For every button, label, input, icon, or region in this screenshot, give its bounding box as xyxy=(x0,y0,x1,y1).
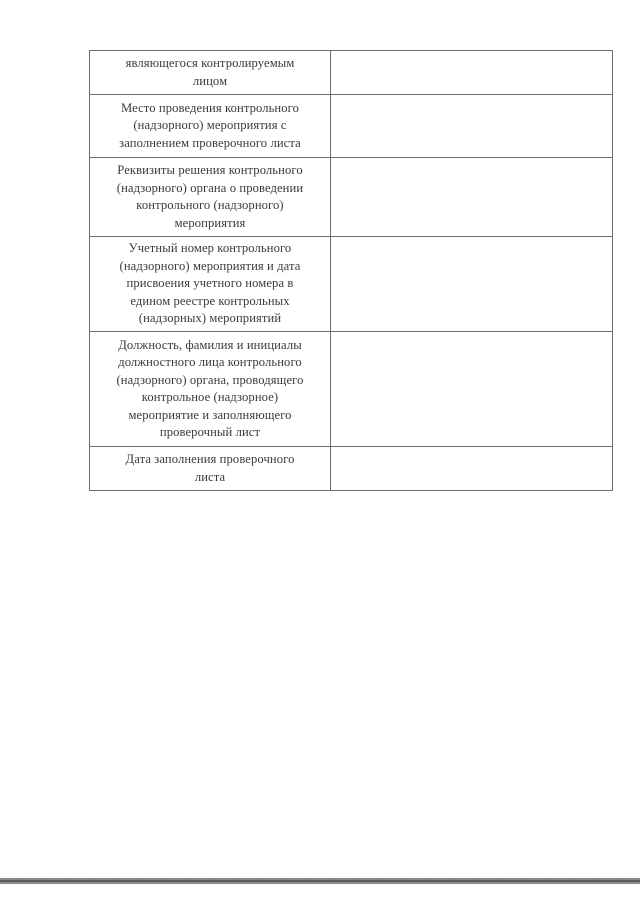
row-value-decision-details[interactable] xyxy=(331,158,613,237)
label-line: Должность, фамилия и инициалы xyxy=(118,337,302,352)
row-label-registry-number xyxy=(90,237,331,332)
label-line: листа xyxy=(194,469,226,484)
label-line: Учетный номер контрольного xyxy=(128,241,292,256)
label-line: должностного лица контрольного xyxy=(118,355,302,369)
label-line: (надзорного) мероприятия с xyxy=(133,118,287,133)
table-row xyxy=(90,51,613,95)
label-line: (надзорных) мероприятий xyxy=(138,311,282,326)
table-row xyxy=(90,237,613,332)
label-line: являющегося контролируемым xyxy=(125,56,295,70)
table-row xyxy=(90,447,613,491)
table-row xyxy=(90,158,613,237)
label-line: Место проведения контрольного xyxy=(120,100,300,115)
row-value-inspection-place[interactable] xyxy=(331,95,613,158)
page-bottom-edge xyxy=(0,878,640,884)
label-line: проверочный лист xyxy=(159,425,261,439)
label-line: присвоения учетного номера в xyxy=(126,276,294,291)
row-label-controlled-person xyxy=(90,51,331,95)
label-line: (надзорного) органа о проведении xyxy=(116,180,304,195)
row-value-controlled-person[interactable] xyxy=(331,51,613,95)
row-value-fill-date[interactable] xyxy=(331,447,613,491)
inspection-form-table xyxy=(89,50,613,491)
row-label-inspection-place xyxy=(90,95,331,158)
label-line: (надзорного) органа, проводящего xyxy=(116,372,304,387)
label-line: Реквизиты решения контрольного xyxy=(117,163,303,177)
row-label-decision-details xyxy=(90,158,331,237)
row-value-official-name[interactable] xyxy=(331,332,613,447)
row-label-official-name xyxy=(90,332,331,447)
label-line: контрольного (надзорного) xyxy=(136,198,284,212)
row-value-registry-number[interactable] xyxy=(331,237,613,332)
label-line: контрольное (надзорное) xyxy=(141,390,279,404)
table-row xyxy=(90,95,613,158)
label-line: едином реестре контрольных xyxy=(130,293,290,308)
label-line: Дата заполнения проверочного xyxy=(125,452,295,466)
label-line: мероприятия xyxy=(174,215,246,230)
label-line: лицом xyxy=(192,73,228,88)
label-line: мероприятие и заполняющего xyxy=(128,407,292,422)
label-line: заполнением проверочного листа xyxy=(119,135,301,150)
table-row xyxy=(90,332,613,447)
label-line: (надзорного) мероприятия и дата xyxy=(119,258,301,273)
row-label-fill-date xyxy=(90,447,331,491)
